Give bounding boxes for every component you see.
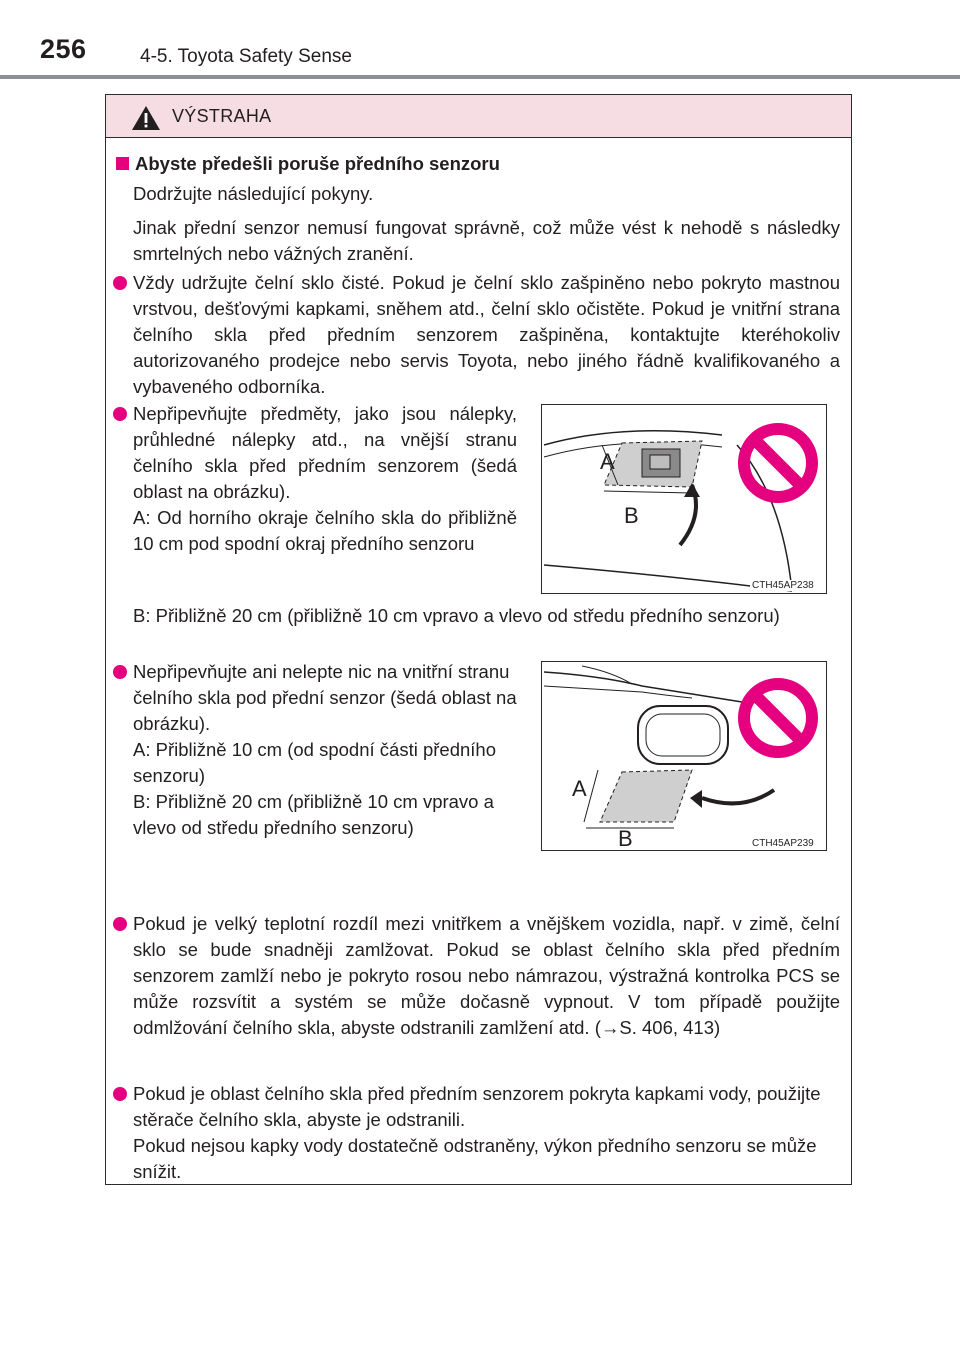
figure-label-b: B [624,503,639,528]
bullet-item-2 [113,401,517,557]
figure-code: CTH45AP239 [752,838,814,849]
warning-label: VÝSTRAHA [172,106,272,126]
bullet-item-5 [113,1081,840,1185]
warning-subheading [116,151,500,177]
section-title: 4-5. Toyota Safety Sense [140,46,352,67]
figure-windshield-inside [541,661,827,851]
page-header [0,0,960,80]
figure-code: CTH45AP238 [752,580,814,591]
bullet-item-1 [113,270,840,400]
bullet-text: Pokud je velký teplotní rozdíl mezi vnitřkem a vnějškem vozidla, např. v zimě, čelní sklo se bude snadněji zamlžovat. Pokud se oblast čelního skla před předním senzorem zamlží nebo je pokryto rosou nebo námrazou, výstražná kontrolka PCS se může rozsvítit a systém se může dočasně vypnout. V tom případě použijte odmlžování čelního skla, abyste odstranili zamlžení atd. (→S. 406, 413) [133,913,840,1038]
bullet-dot-icon [113,917,127,931]
windshield-inside-illustration [542,662,826,850]
bullet-2-continuation: B: Přibližně 20 cm (přibližně 10 cm vpravo a vlevo od středu předního senzoru) [133,605,780,626]
figure-label-a: A [572,776,587,801]
warning-box [105,94,852,1185]
figure-label-b: B [618,826,633,851]
bullet-dot-icon [113,276,127,290]
header-rule [0,75,960,79]
bullet-item-3 [113,659,517,841]
bullet-text: Nepřipevňujte předměty, jako jsou nálepky, průhledné nálepky atd., na vnější stranu čelního skla před předním senzorem (šedá oblast na obrázku). A: Od horního okraje čelního skla do přibližně 10 cm pod spodní okraj předního senzoru [133,403,517,554]
bullet-dot-icon [113,407,127,421]
bullet-text: Vždy udržujte čelní sklo čisté. Pokud je čelní sklo zašpiněno nebo pokryto mastnou vrstvou, dešťovými kapkami, sněhem atd., čelní sklo očistěte. Pokud je vnitřní strana čelního skla před předním senzorem zašpiněna, kontaktujte kteréhokoliv autorizovaného prodejce nebo servis Toyota, nebo jiného řádně kvalifikovaného a vybaveného odborníka. [133,272,840,397]
intro-paragraph-1: Dodržujte následující pokyny. [133,183,374,204]
subheading-text: Abyste předešli poruše předního senzoru [135,153,500,174]
bullet-dot-icon [113,1087,127,1101]
square-bullet-icon [116,157,129,170]
intro-paragraph-2: Jinak přední senzor nemusí fungovat správně, což může vést k nehodě s následky smrtelných nebo vážných zranění. [133,217,840,264]
bullet-item-4 [113,911,840,1041]
figure-windshield-outside [541,404,827,594]
bullet-text: Pokud je oblast čelního skla před předním senzorem pokryta kapkami vody, použijte stěrače čelního skla, abyste je odstranili. Pokud nejsou kapky vody dostatečně odstraněny, výkon předního senzoru se může snížit. [133,1083,821,1182]
bullet-dot-icon [113,665,127,679]
figure-label-a: A [600,449,615,474]
windshield-outside-illustration [542,405,826,593]
warning-triangle-icon [131,105,161,131]
warning-header [106,95,851,138]
bullet-text: Nepřipevňujte ani nelepte nic na vnitřní stranu čelního skla pod přední senzor (šedá oblast na obrázku). A: Přibližně 10 cm (od spodní části předního senzoru) B: Přibližně 20 cm (přibližně 10 cm vpravo a vlevo od středu předního senzoru) [133,661,517,838]
page-number: 256 [40,34,87,64]
